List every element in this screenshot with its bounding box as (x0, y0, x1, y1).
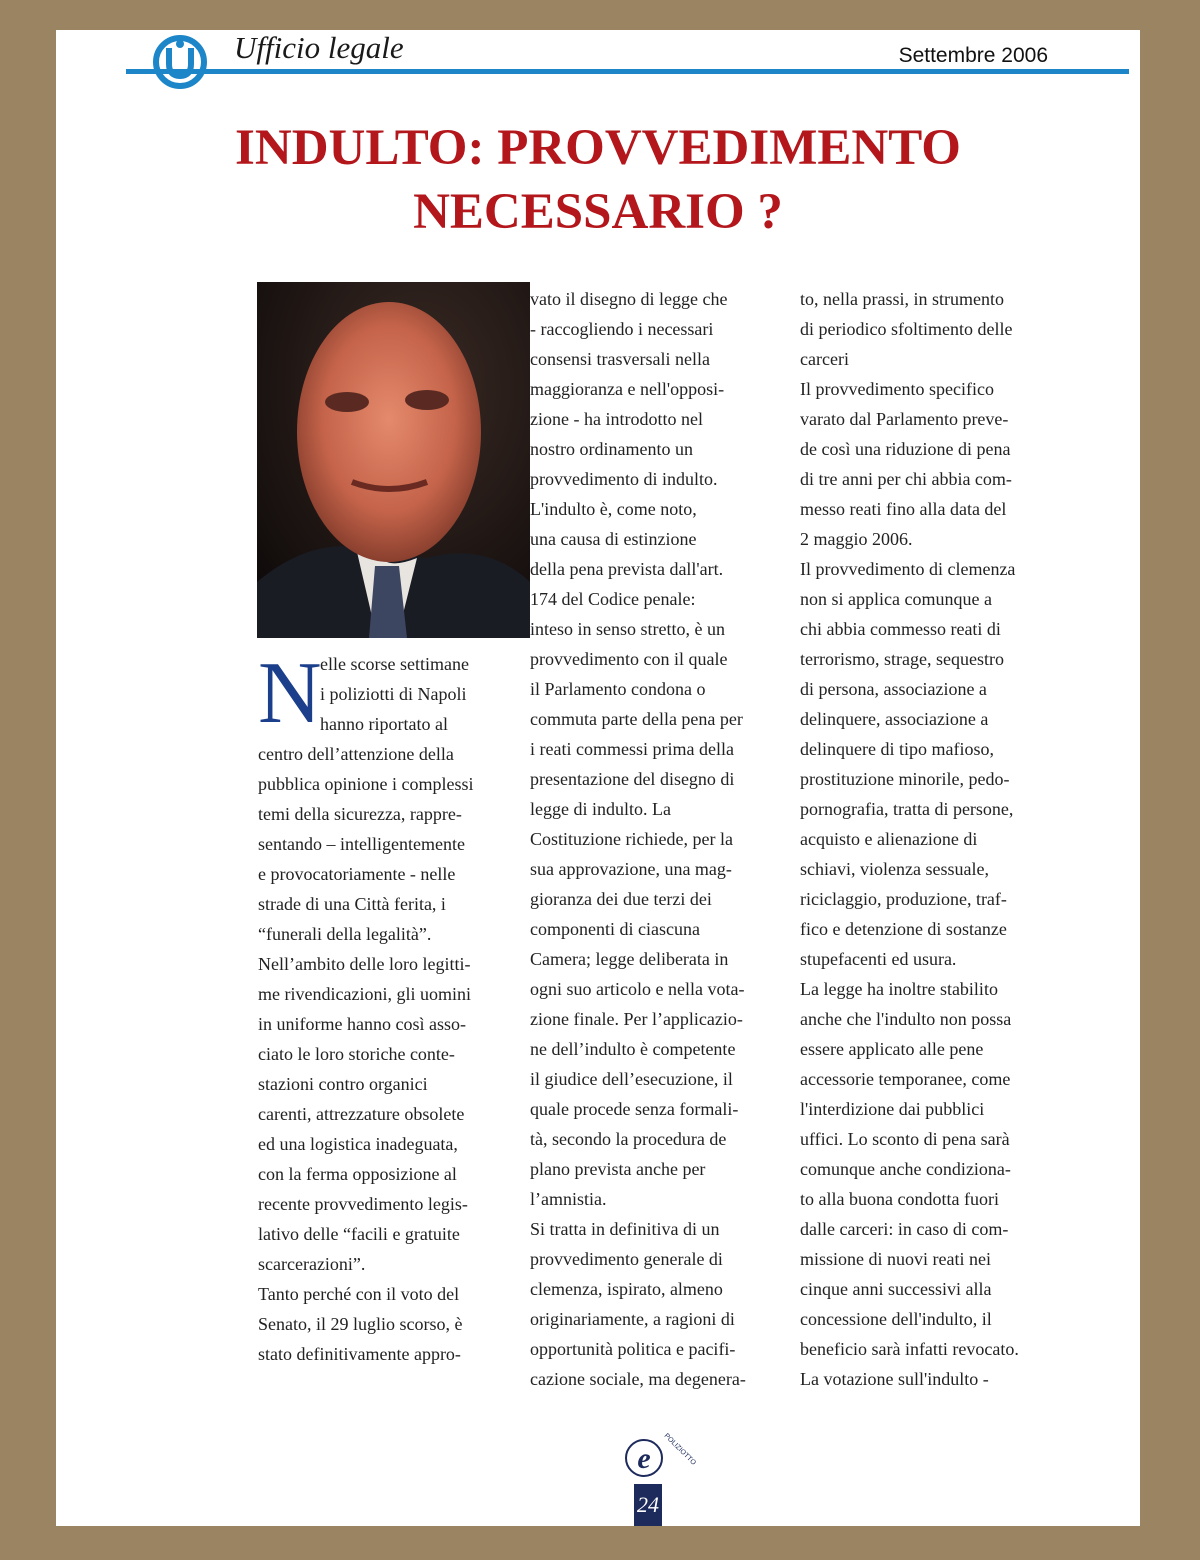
text-line: stupefacenti ed usura. (800, 949, 957, 969)
text-line: non si applica comunque a (800, 589, 992, 609)
text-line: sua approvazione, una mag- (530, 859, 732, 879)
text-line: plano prevista anche per (530, 1159, 706, 1179)
text-line: stato definitivamente appro- (258, 1344, 461, 1364)
text-line: missione di nuovi reati nei (800, 1249, 991, 1269)
text-line: inteso in senso stretto, è un (530, 619, 725, 639)
text-line: Si tratta in definitiva di un (530, 1219, 720, 1239)
text-line: fico e detenzione di sostanze (800, 919, 1007, 939)
text-line: elle scorse settimane (320, 654, 469, 674)
text-line: componenti di ciascuna (530, 919, 700, 939)
text-line: varato dal Parlamento preve- (800, 409, 1009, 429)
text-line: terrorismo, strage, sequestro (800, 649, 1004, 669)
poliziotto-cittadino-logo-icon (612, 1422, 697, 1488)
text-line: L'indulto è, come noto, (530, 499, 697, 519)
text-line: il Parlamento condona o (530, 679, 706, 699)
text-line: hanno riportato al (320, 714, 448, 734)
text-line: opportunità politica e pacifi- (530, 1339, 736, 1359)
text-line: delinquere, associazione a (800, 709, 989, 729)
text-line: 174 del Codice penale: (530, 589, 696, 609)
text-line: La votazione sull'indulto - (800, 1369, 989, 1389)
text-line: “funerali della legalità”. (258, 924, 432, 944)
text-line: sentando – intelligentemente (258, 834, 465, 854)
text-line: consensi trasversali nella (530, 349, 710, 369)
section-title: Ufficio legale (234, 30, 404, 65)
text-line: prostituzione minorile, pedo- (800, 769, 1010, 789)
text-column-1 (258, 645, 528, 1369)
drop-cap: N (258, 645, 322, 742)
text-line: carenti, attrezzature obsolete (258, 1104, 465, 1124)
text-line: maggioranza e nell'opposi- (530, 379, 725, 399)
text-line: to, nella prassi, in strumento (800, 289, 1004, 309)
text-line: Il provvedimento specifico (800, 379, 994, 399)
text-line: acquisto e alienazione di (800, 829, 978, 849)
svg-text:e: e (637, 1442, 651, 1475)
text-line: vato il disegno di legge che (530, 289, 728, 309)
text-line: chi abbia commesso reati di (800, 619, 1001, 639)
text-line: essere applicato alle pene (800, 1039, 984, 1059)
text-line: e provocatoriamente - nelle (258, 864, 456, 884)
text-line: dalle carceri: in caso di com- (800, 1219, 1009, 1239)
text-line: una causa di estinzione (530, 529, 697, 549)
text-line: l’amnistia. (530, 1189, 607, 1209)
portrait-photo (257, 282, 530, 638)
text-line: lativo delle “facili e gratuite (258, 1224, 460, 1244)
text-line: ed una logistica inadeguata, (258, 1134, 458, 1154)
text-line: in uniforme hanno così asso- (258, 1014, 466, 1034)
text-line: carceri (800, 349, 849, 369)
magazine-logo-icon (152, 34, 208, 90)
text-line: scarcerazioni”. (258, 1254, 366, 1274)
text-line: i reati commessi prima della (530, 739, 734, 759)
text-line: de così una riduzione di pena (800, 439, 1011, 459)
text-line: zione - ha introdotto nel (530, 409, 703, 429)
header-divider (126, 69, 1129, 74)
text-line: concessione dell'indulto, il (800, 1309, 992, 1329)
text-line: centro dell’attenzione della (258, 744, 454, 764)
text-line: quale procede senza formali- (530, 1099, 739, 1119)
text-line: Costituzione richiede, per la (530, 829, 733, 849)
text-line: legge di indulto. La (530, 799, 671, 819)
text-line: Tanto perché con il voto del (258, 1284, 460, 1304)
text-line: nostro ordinamento un (530, 439, 693, 459)
text-line: il giudice dell’esecuzione, il (530, 1069, 733, 1089)
text-line: originariamente, a ragioni di (530, 1309, 735, 1329)
text-line: ciato le loro storiche conte- (258, 1044, 455, 1064)
text-line: anche che l'indulto non possa (800, 1009, 1012, 1029)
text-line: provvedimento con il quale (530, 649, 728, 669)
text-line: riciclaggio, produzione, traf- (800, 889, 1007, 909)
text-line: schiavi, violenza sessuale, (800, 859, 989, 879)
text-line: zione finale. Per l’applicazio- (530, 1009, 743, 1029)
text-line: strade di una Città ferita, i (258, 894, 446, 914)
text-line: recente provvedimento legis- (258, 1194, 468, 1214)
text-line: cinque anni successivi alla (800, 1279, 992, 1299)
text-line: Il provvedimento di clemenza (800, 559, 1016, 579)
text-line: beneficio sarà infatti revocato. (800, 1339, 1019, 1359)
text-line: 2 maggio 2006. (800, 529, 913, 549)
text-column-2 (530, 284, 785, 1394)
text-line: presentazione del disegno di (530, 769, 735, 789)
text-line: cazione sociale, ma degenera- (530, 1369, 746, 1389)
text-column-3 (800, 284, 1070, 1394)
text-line: - raccogliendo i necessari (530, 319, 714, 339)
text-line: delinquere di tipo mafioso, (800, 739, 994, 759)
title-line-2: NECESSARIO ? (413, 184, 783, 240)
text-line: stazioni contro organici (258, 1074, 428, 1094)
text-line: pubblica opinione i complessi (258, 774, 474, 794)
text-line: Camera; legge deliberata in (530, 949, 729, 969)
text-line: to alla buona condotta fuori (800, 1189, 999, 1209)
text-line: di periodico sfoltimento delle (800, 319, 1013, 339)
page-number: 24 (634, 1484, 662, 1526)
text-line: provvedimento di indulto. (530, 469, 718, 489)
text-line: accessorie temporanee, come (800, 1069, 1011, 1089)
text-line: con la ferma opposizione al (258, 1164, 457, 1184)
title-line-1: INDULTO: PROVVEDIMENTO (235, 120, 961, 176)
text-line: messo reati fino alla data del (800, 499, 1007, 519)
text-line: i poliziotti di Napoli (320, 684, 467, 704)
text-line: di tre anni per chi abbia com- (800, 469, 1012, 489)
text-line: uffici. Lo sconto di pena sarà (800, 1129, 1010, 1149)
text-line: La legge ha inoltre stabilito (800, 979, 998, 999)
text-line: pornografia, tratta di persone, (800, 799, 1014, 819)
text-line: tà, secondo la procedura de (530, 1129, 727, 1149)
text-line: della pena prevista dall'art. (530, 559, 724, 579)
text-line: clemenza, ispirato, almeno (530, 1279, 723, 1299)
text-line: di persona, associazione a (800, 679, 987, 699)
issue-date: Settembre 2006 (898, 44, 1048, 67)
svg-text:POLIZIOTTO: POLIZIOTTO (662, 1432, 697, 1467)
text-line: commuta parte della pena per (530, 709, 743, 729)
text-line: me rivendicazioni, gli uomini (258, 984, 471, 1004)
text-line: ne dell’indulto è competente (530, 1039, 736, 1059)
text-line: ogni suo articolo e nella vota- (530, 979, 745, 999)
text-line: provvedimento generale di (530, 1249, 723, 1269)
text-line: temi della sicurezza, rappre- (258, 804, 462, 824)
text-line: gioranza dei due terzi dei (530, 889, 712, 909)
text-line: Senato, il 29 luglio scorso, è (258, 1314, 463, 1334)
text-line: l'interdizione dai pubblici (800, 1099, 985, 1119)
text-line: comunque anche condiziona- (800, 1159, 1011, 1179)
magazine-page (56, 30, 1140, 1526)
article-title (56, 116, 1140, 244)
text-line: Nell’ambito delle loro legitti- (258, 954, 471, 974)
